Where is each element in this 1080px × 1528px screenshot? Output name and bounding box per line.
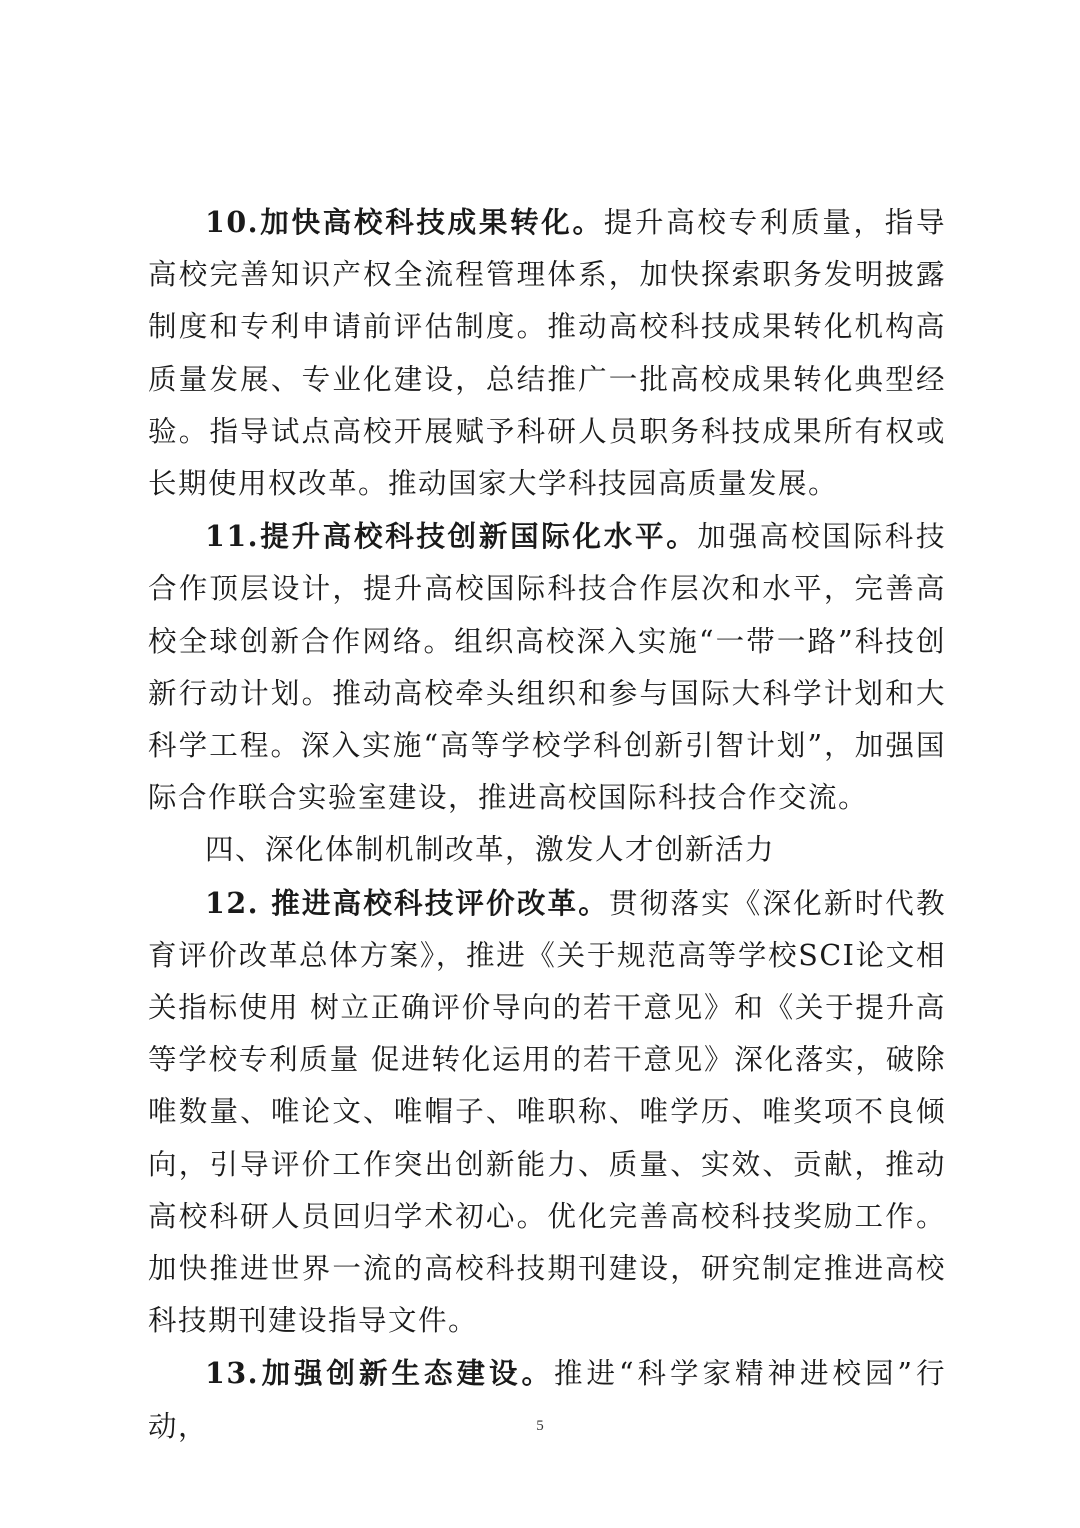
paragraph-13 (148, 1347, 946, 1452)
paragraph-13-lead: 13.加强创新生态建设。 (205, 1356, 554, 1391)
paragraph-13-body: 推进“科学家精神进校园”行动， (148, 1357, 946, 1443)
document-body (148, 196, 946, 1453)
section-heading: 四、深化体制机制改革，激发人才创新活力 (205, 833, 776, 867)
paragraph-10-body: 提升高校专利质量，指导高校完善知识产权全流程管理体系，加快探索职务发明披露制度和专利申请前评估制度。推动高校科技成果转化机构高质量发展、专业化建设，总结推广一批高校成果转化典型经验。指导试点高校开展赋予科研人员职务科技成果所有权或长期使用权改革。推动国家大学科技园高质量发展。 (148, 206, 946, 501)
paragraph-12-lead: 12. 推进高校科技评价改革。 (205, 885, 609, 920)
paragraph-10-lead: 10.加快高校科技成果转化。 (205, 205, 604, 239)
paragraph-12-body: 贯彻落实《深化新时代教育评价改革总体方案》，推进《关于规范高等学校SCI论文相关指标使用 树立正确评价导向的若干意见》和《关于提升高等学校专利质量 促进转化运用的若干意见》深化落实，破除唯数量、唯论文、唯帽子、唯职称、唯学历、唯奖项不良倾向，引导评价工作突出创新能力、质量、实效、贡献，推动高校科研人员回归学术初心。优化完善高校科技奖励工作。加快推进世界一流的高校科技期刊建设，研究制定推进高校科技期刊建设指导文件。 (148, 886, 946, 1338)
paragraph-11-lead: 11.提升高校科技创新国际化水平。 (205, 519, 698, 554)
paragraph-12 (148, 877, 946, 1348)
paragraph-11 (148, 510, 946, 824)
paragraph-11-body: 加强高校国际科技合作顶层设计，提升高校国际科技合作层次和水平，完善高校全球创新合作网络。组织高校深入实施“一带一路”科技创新行动计划。推动高校牵头组织和参与国际大科学计划和大科学工程。深入实施“高等学校学科创新引智计划”，加强国际合作联合实验室建设，推进高校国际科技合作交流。 (148, 520, 946, 815)
paragraph-10 (148, 196, 946, 510)
page-number: 5 (536, 1418, 544, 1434)
